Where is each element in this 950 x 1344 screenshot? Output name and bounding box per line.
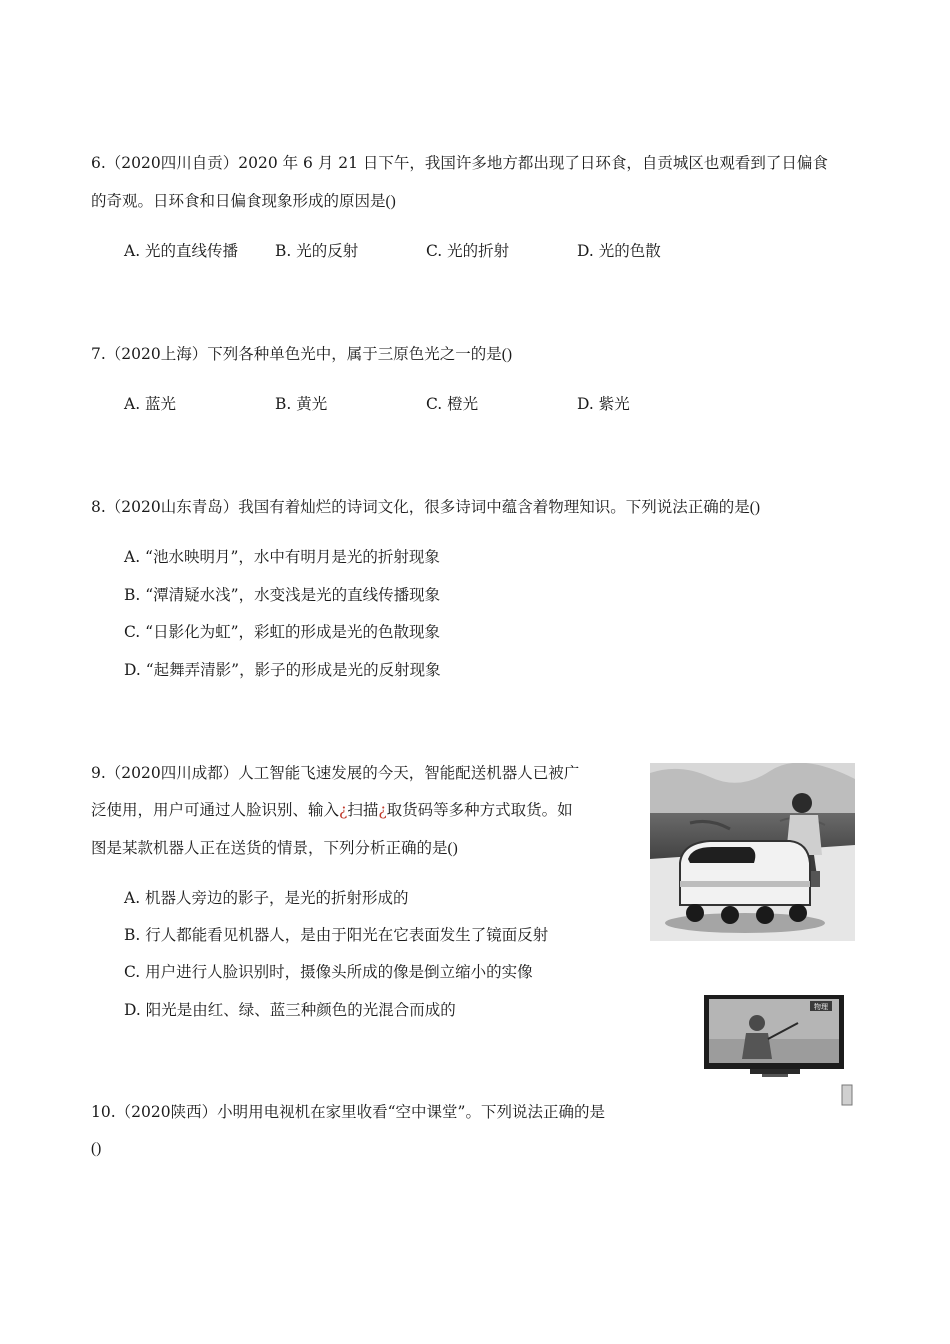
q6-option-d: D. 光的色散 — [577, 242, 661, 260]
robot-window — [688, 847, 755, 863]
robot-wheel — [721, 906, 739, 924]
q8-option-b: B. “潭清疑水浅”，水变浅是光的直线传播现象 — [124, 586, 441, 604]
q7-option-b: B. 黄光 — [275, 395, 328, 413]
robot-wheel — [789, 904, 807, 922]
q6-option-b: B. 光的反射 — [275, 242, 359, 260]
garbled-glyph: ¿ — [339, 801, 348, 819]
delivery-robot-photo — [650, 763, 855, 941]
answer-paren: () — [749, 499, 761, 516]
q7-stem: 7.（2020上海）下列各种单色光中，属于三原色光之一的是() — [91, 345, 513, 363]
q6-option-a: A. 光的直线传播 — [124, 242, 239, 260]
q9-option-c: C. 用户进行人脸识别时，摄像头所成的像是倒立缩小的实像 — [124, 963, 533, 981]
q9-stem-line1: 9.（2020四川成都）人工智能飞速发展的今天，智能配送机器人已被广 — [91, 764, 580, 782]
q7-option-d: D. 紫光 — [577, 395, 630, 413]
tv-photo — [702, 993, 854, 1113]
q6-stem-line2: 的奇观。日环食和日偏食现象形成的原因是() — [91, 192, 396, 210]
answer-paren: () — [501, 346, 513, 363]
q6-stem-line1: 6.（2020四川自贡）2020 年 6 月 21 日下午，我国许多地方都出现了日环食，自贡城区也观看到了日偏食 — [91, 154, 828, 172]
q9-option-b: B. 行人都能看见机器人，是由于阳光在它表面发生了镜面反射 — [124, 926, 549, 944]
person-head — [792, 793, 812, 813]
q10-stem: 10.（2020陕西）小明用电视机在家里收看“空中课堂”。下列说法正确的是 — [91, 1103, 605, 1121]
q8-option-c: C. “日影化为虹”，彩虹的形成是光的色散现象 — [124, 623, 441, 641]
q8-option-a: A. “池水映明月”，水中有明月是光的折射现象 — [124, 548, 440, 566]
q8-stem: 8.（2020山东青岛）我国有着灿烂的诗词文化，很多诗词中蕴含着物理知识。下列说法正确的是() — [91, 498, 761, 516]
answer-paren: () — [385, 193, 396, 210]
q7-option-c: C. 橙光 — [426, 395, 479, 413]
q8-option-d: D. “起舞弄清影”，影子的形成是光的反射现象 — [124, 661, 441, 679]
garbled-glyph: ¿ — [378, 801, 387, 819]
q9-stem-line3: 图是某款机器人正在送货的情景，下列分析正确的是() — [91, 839, 458, 857]
q9-stem-line2: 泛使用，用户可通过人脸识别、输入¿扫描¿取货码等多种方式取货。如 — [91, 801, 573, 819]
tv-stand — [750, 1069, 800, 1074]
robot-wheel — [756, 906, 774, 924]
robot-wheel — [686, 904, 704, 922]
q7-option-a: A. 蓝光 — [124, 395, 177, 413]
q9-option-d: D. 阳光是由红、绿、蓝三种颜色的光混合而成的 — [124, 1001, 456, 1019]
tv-channel-label: 物理 — [814, 1003, 828, 1011]
answer-paren: () — [91, 1140, 102, 1157]
q6-option-c: C. 光的折射 — [426, 242, 510, 260]
q9-option-a: A. 机器人旁边的影子，是光的折射形成的 — [124, 889, 409, 907]
answer-paren: () — [447, 840, 458, 857]
